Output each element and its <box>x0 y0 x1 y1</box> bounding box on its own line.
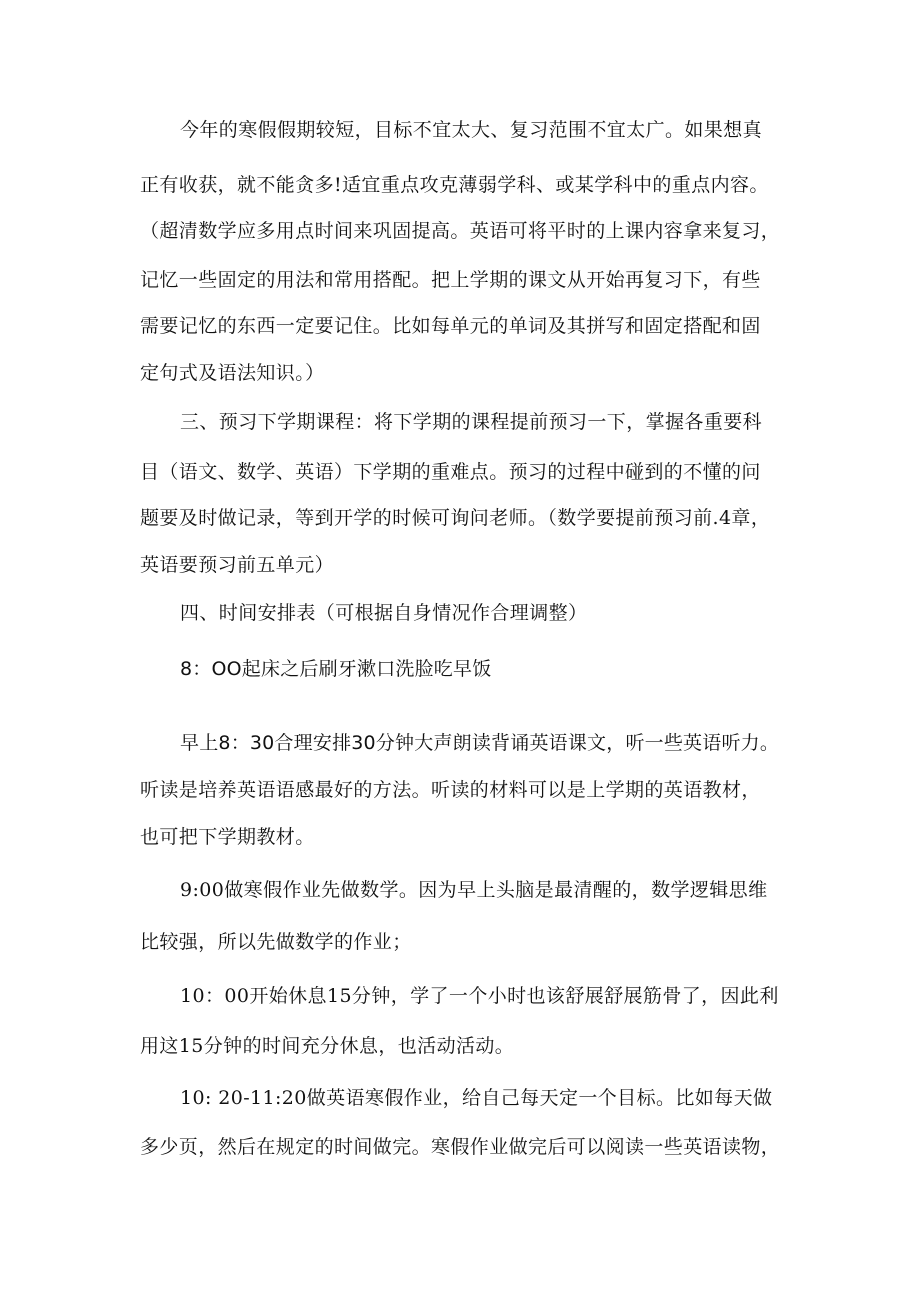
schedule-item-0830-line-2: 听读是培养英语语感最好的方法。听读的材料可以是上学期的英语教材， <box>140 779 761 801</box>
schedule-item-0800: 8：OO起床之后刷牙漱口洗脸吃早饭 <box>180 658 492 680</box>
paragraph-1-line-4: 记忆一些固定的用法和常用搭配。把上学期的课文从开始再复习下，有些 <box>140 269 761 291</box>
schedule-item-0830-line-3: 也可把下学期教材。 <box>140 826 315 848</box>
schedule-item-0830-line-1: 早上8：30合理安排30分钟大声朗读背诵英语课文，听一些英语听力。 <box>180 732 780 754</box>
paragraph-1-line-1: 今年的寒假假期较短，目标不宜太大、复习范围不宜太广。如果想真 <box>180 119 763 141</box>
schedule-item-1020-line-2: 多少页，然后在规定的时间做完。寒假作业做完后可以阅读一些英语读物， <box>140 1136 781 1158</box>
schedule-item-1000-line-2: 用这15分钟的时间充分休息，也活动活动。 <box>140 1035 515 1057</box>
paragraph-2-line-3: 题要及时做记录，等到开学的时候可询问老师。（数学要提前预习前.4章， <box>140 507 771 529</box>
section-heading-schedule: 四、时间安排表（可根据自身情况作合理调整） <box>180 602 588 624</box>
paragraph-1-line-5: 需要记忆的东西一定要记住。比如每单元的单词及其拼写和固定搭配和固 <box>140 315 761 337</box>
paragraph-2-line-2: 目（语文、数学、英语）下学期的重难点。预习的过程中碰到的不懂的问 <box>140 461 761 483</box>
schedule-item-1020-line-1: 10: 20-11:20做英语寒假作业，给自己每天定一个目标。比如每天做 <box>180 1087 773 1109</box>
paragraph-2-line-4: 英语要预习前五单元） <box>140 554 335 576</box>
schedule-item-1000-line-1: 10：00开始休息15分钟，学了一个小时也该舒展舒展筋骨了，因此利 <box>180 985 779 1007</box>
paragraph-1-line-3: （超清数学应多用点时间来巩固提高。英语可将平时的上课内容拿来复习， <box>140 220 781 242</box>
schedule-item-0900-line-1: 9:00做寒假作业先做数学。因为早上头脑是最清醒的，数学逻辑思维 <box>180 879 768 901</box>
paragraph-1-line-2: 正有收获，就不能贪多!适宜重点攻克薄弱学科、或某学科中的重点内容。 <box>140 174 769 196</box>
schedule-item-0900-line-2: 比较强，所以先做数学的作业； <box>140 931 412 953</box>
paragraph-2-line-1: 三、预习下学期课程：将下学期的课程提前预习一下，掌握各重要科 <box>180 411 763 433</box>
paragraph-1-line-6: 定句式及语法知识。） <box>140 362 325 384</box>
